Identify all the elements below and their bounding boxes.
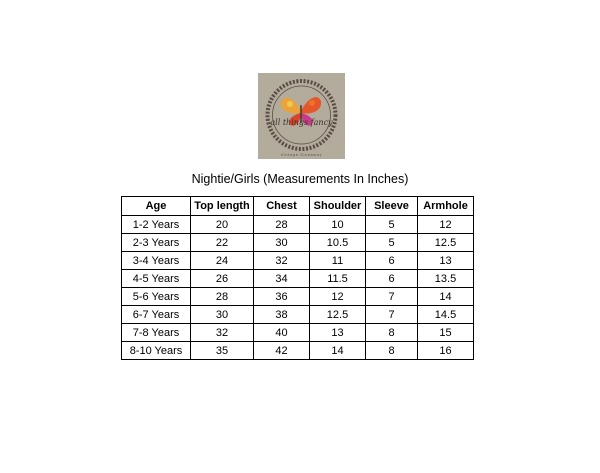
cell-age: 4-5 Years (122, 270, 191, 288)
cell-shoulder: 10.5 (310, 234, 366, 252)
cell-shoulder: 11.5 (310, 270, 366, 288)
cell-sleeve: 6 (366, 270, 418, 288)
cell-top-length: 35 (191, 342, 254, 360)
header-sleeve: Sleeve (366, 197, 418, 216)
cell-armhole: 13.5 (418, 270, 474, 288)
table-row (122, 216, 474, 234)
cell-sleeve: 8 (366, 324, 418, 342)
cell-chest: 34 (254, 270, 310, 288)
cell-armhole: 15 (418, 324, 474, 342)
table-row (122, 234, 474, 252)
table-row (122, 342, 474, 360)
cell-age: 7-8 Years (122, 324, 191, 342)
cell-chest: 36 (254, 288, 310, 306)
cell-armhole: 14 (418, 288, 474, 306)
table-row (122, 324, 474, 342)
cell-shoulder: 12.5 (310, 306, 366, 324)
cell-top-length: 20 (191, 216, 254, 234)
cell-sleeve: 8 (366, 342, 418, 360)
header-age: Age (122, 197, 191, 216)
table-row (122, 270, 474, 288)
cell-age: 2-3 Years (122, 234, 191, 252)
header-chest: Chest (254, 197, 310, 216)
table-row (122, 288, 474, 306)
cell-armhole: 12.5 (418, 234, 474, 252)
cell-age: 1-2 Years (122, 216, 191, 234)
cell-chest: 40 (254, 324, 310, 342)
cell-shoulder: 11 (310, 252, 366, 270)
cell-chest: 28 (254, 216, 310, 234)
header-shoulder: Shoulder (310, 197, 366, 216)
cell-chest: 30 (254, 234, 310, 252)
cell-chest: 32 (254, 252, 310, 270)
cell-armhole: 16 (418, 342, 474, 360)
cell-sleeve: 5 (366, 234, 418, 252)
cell-top-length: 24 (191, 252, 254, 270)
cell-chest: 42 (254, 342, 310, 360)
cell-top-length: 30 (191, 306, 254, 324)
cell-shoulder: 13 (310, 324, 366, 342)
logo-tagline: Vintage Giveaway (280, 153, 323, 157)
brand-logo (258, 73, 345, 159)
page-title: Nightie/Girls (Measurements In Inches) (191, 172, 409, 186)
cell-chest: 38 (254, 306, 310, 324)
cell-sleeve: 7 (366, 288, 418, 306)
cell-age: 8-10 Years (122, 342, 191, 360)
header-armhole: Armhole (418, 197, 474, 216)
cell-top-length: 32 (191, 324, 254, 342)
cell-sleeve: 7 (366, 306, 418, 324)
cell-armhole: 13 (418, 252, 474, 270)
cell-shoulder: 12 (310, 288, 366, 306)
table-row (122, 252, 474, 270)
logo-brand-text: all things fancy (270, 118, 333, 127)
header-top-length: Top length (191, 197, 254, 216)
cell-armhole: 12 (418, 216, 474, 234)
cell-shoulder: 14 (310, 342, 366, 360)
cell-age: 3-4 Years (122, 252, 191, 270)
cell-sleeve: 5 (366, 216, 418, 234)
cell-sleeve: 6 (366, 252, 418, 270)
table-body (122, 216, 474, 360)
cell-armhole: 14.5 (418, 306, 474, 324)
cell-shoulder: 10 (310, 216, 366, 234)
table-header-row (122, 197, 474, 216)
size-chart-table (121, 196, 474, 360)
table-row (122, 306, 474, 324)
cell-age: 5-6 Years (122, 288, 191, 306)
cell-top-length: 22 (191, 234, 254, 252)
cell-top-length: 26 (191, 270, 254, 288)
cell-age: 6-7 Years (122, 306, 191, 324)
cell-top-length: 28 (191, 288, 254, 306)
